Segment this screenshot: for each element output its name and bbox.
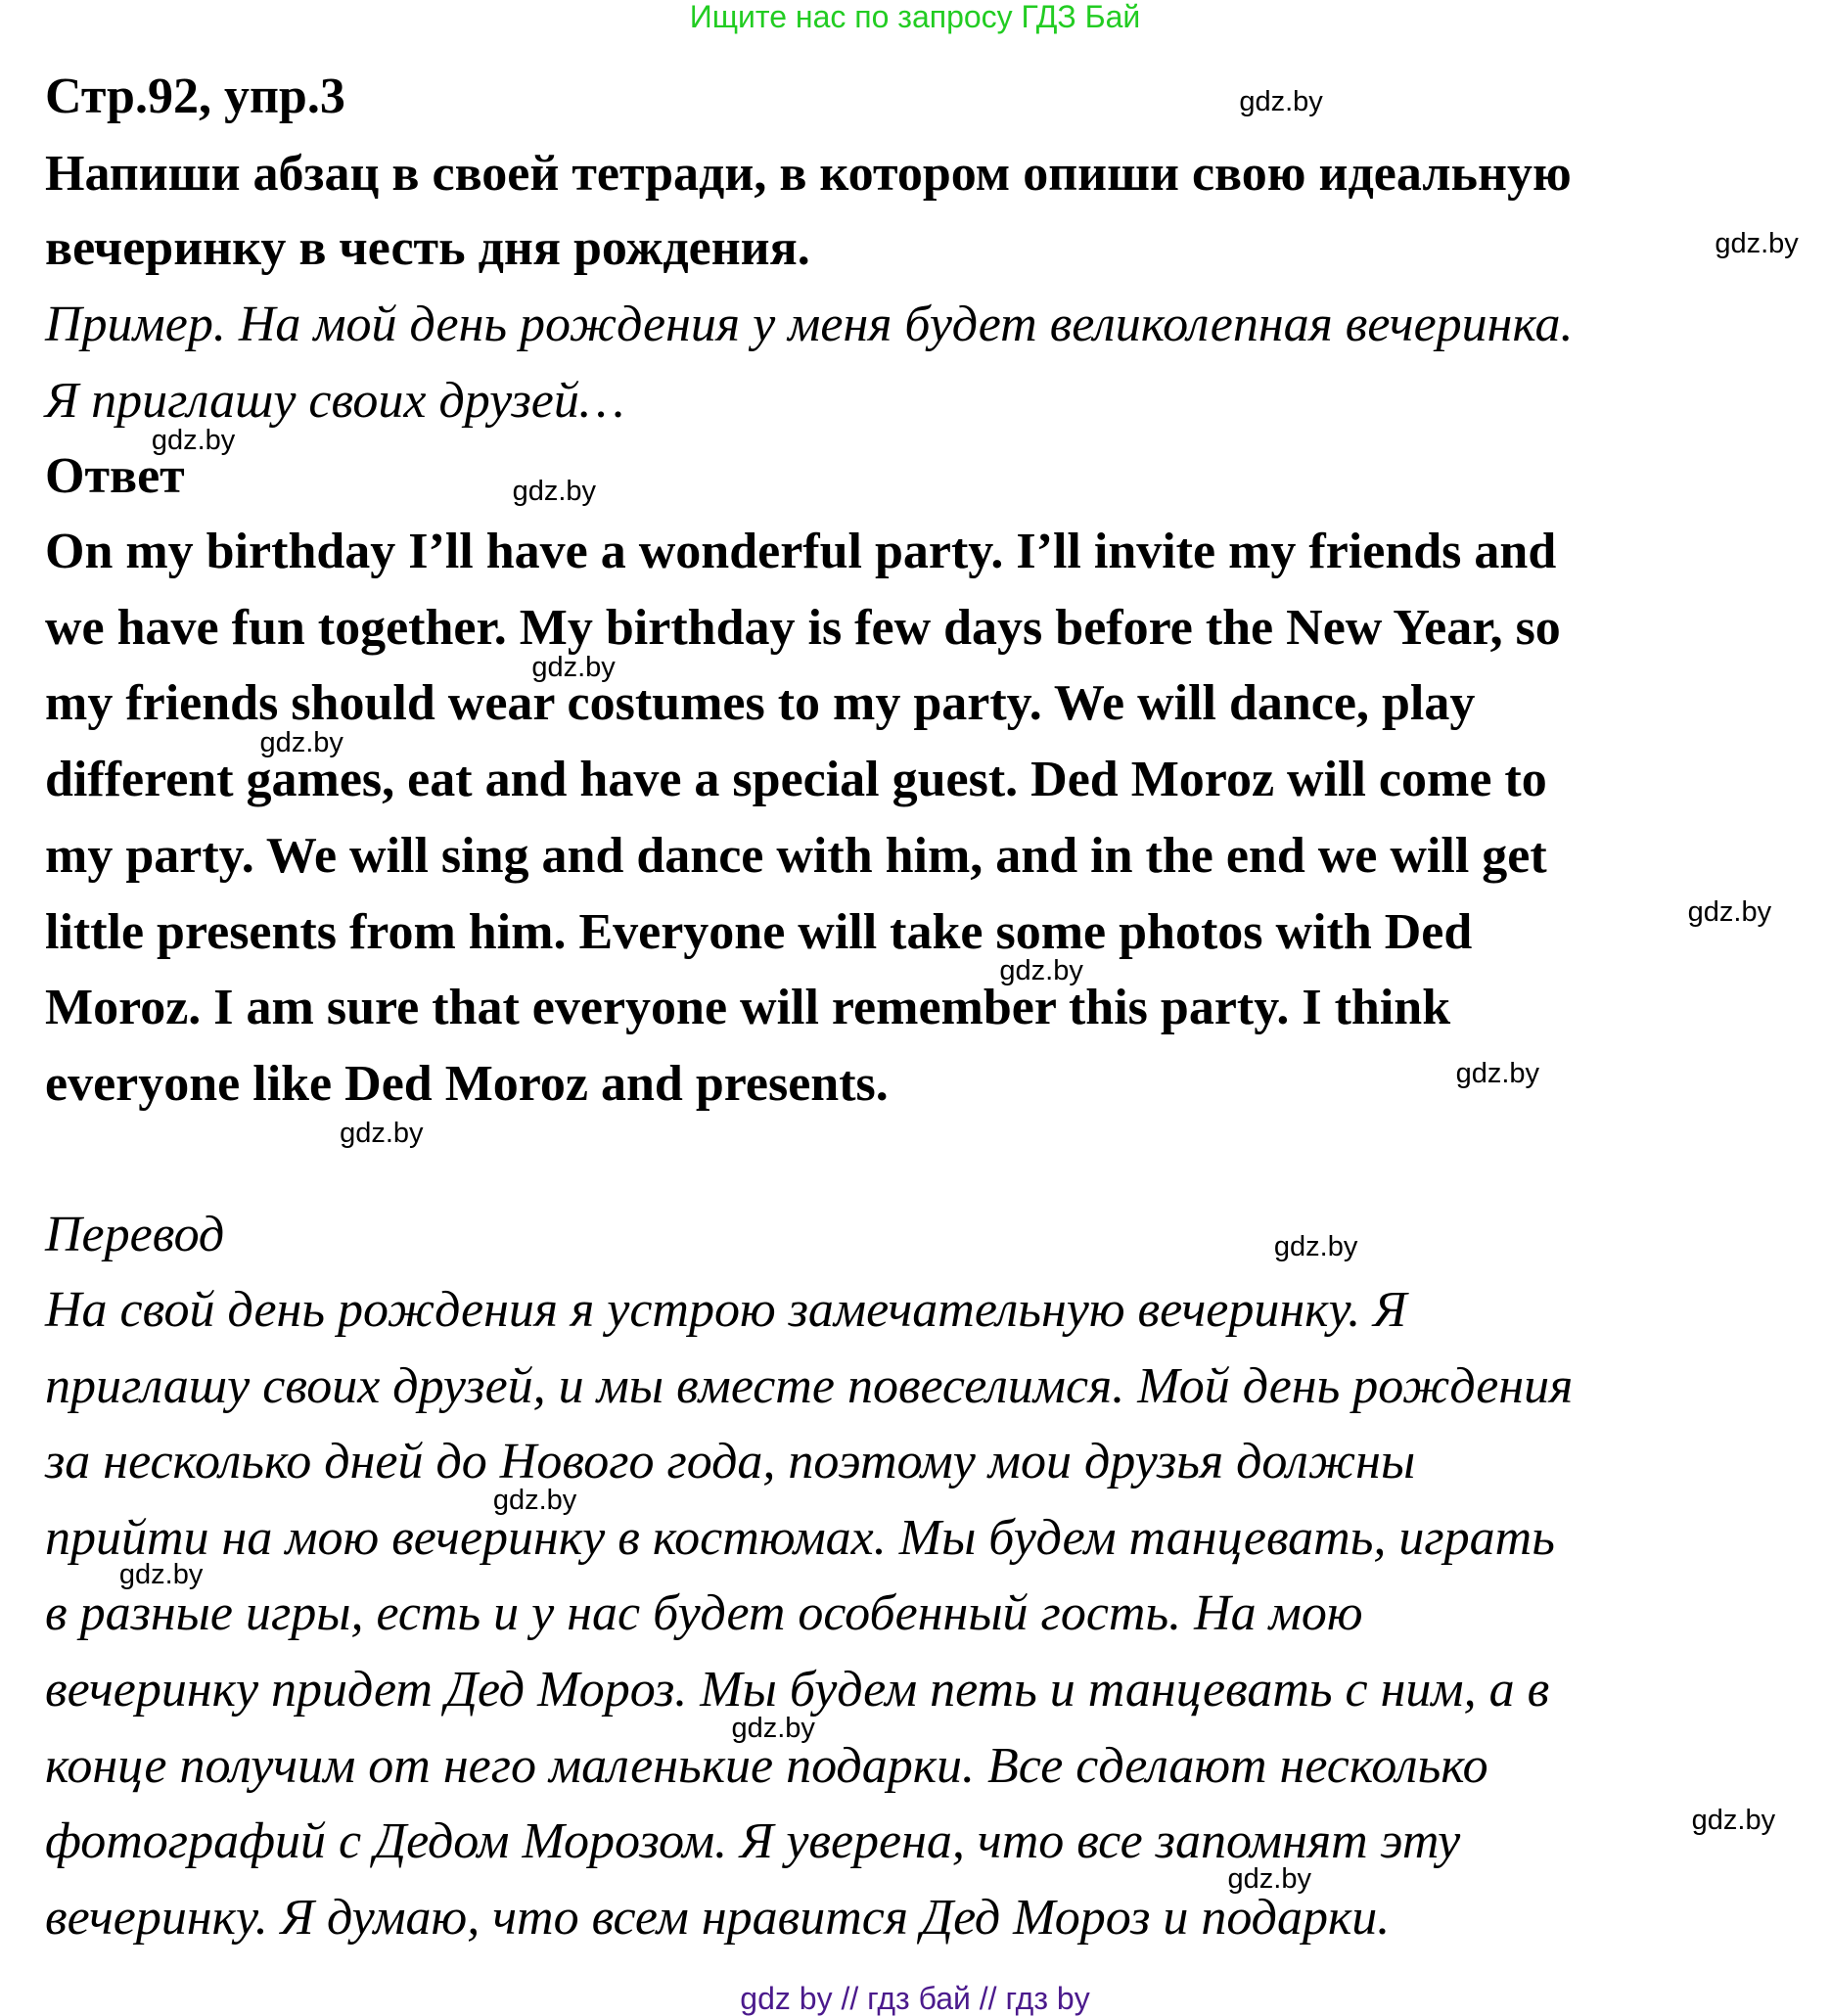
footer-links: gdz by // гдз бай // гдз by	[740, 1981, 1090, 2016]
watermark: gdz.by	[259, 726, 343, 758]
answer-line: Moroz. I am sure that everyone will remember this party. I think	[45, 980, 1451, 1036]
answer-line: we have fun together. My birthday is few days before the New Year, so	[45, 599, 1561, 656]
watermark: gdz.by	[512, 475, 597, 507]
translation-line: На свой день рождения я устрою замечательную вечеринку. Я	[45, 1282, 1407, 1338]
watermark: gdz.by	[999, 954, 1083, 986]
translation-line: за несколько дней до Нового года, поэтому мои друзья должны	[45, 1434, 1416, 1490]
watermark: gdz.by	[1455, 1058, 1540, 1090]
translation-line: приглашу своих друзей, и мы вместе повеселимся. Мой день рождения	[45, 1357, 1574, 1414]
answer-heading: Ответ	[45, 448, 185, 504]
watermark: gdz.by	[118, 1559, 204, 1591]
watermark: gdz.by	[492, 1484, 577, 1516]
answer-line: different games, eat and have a special guest. Ded Moroz will come to	[45, 752, 1547, 808]
search-banner: Ищите нас по запросу ГДЗ Бай	[689, 0, 1141, 34]
translation-line: конце получим от него маленькие подарки. Все сделают несколько	[45, 1737, 1488, 1794]
answer-line: everyone like Ded Moroz and presents.	[45, 1055, 889, 1112]
translation-line: прийти на мою вечеринку в костюмах. Мы будем танцевать, играть	[45, 1509, 1555, 1566]
watermark: gdz.by	[531, 652, 616, 684]
answer-line: my party. We will sing and dance with him, and in the end we will get	[45, 827, 1547, 884]
translation-line: вечеринку. Я думаю, что всем нравится Дед Мороз и подарки.	[45, 1889, 1391, 1946]
task-line: Напиши абзац в своей тетради, в котором опиши свою идеальную	[45, 146, 1572, 202]
watermark: gdz.by	[340, 1117, 424, 1149]
translation-line: в разные игры, есть и у нас будет особенный гость. На мою	[45, 1585, 1363, 1642]
watermark: gdz.by	[1239, 86, 1323, 118]
translation-line: вечеринку придет Дед Мороз. Мы будем петь и танцевать с ним, а в	[45, 1662, 1550, 1718]
watermark: gdz.by	[731, 1713, 815, 1745]
watermark: gdz.by	[151, 425, 236, 457]
example-line: Я приглашу своих друзей…	[45, 373, 625, 429]
page-title: Стр.92, упр.3	[45, 69, 345, 124]
answer-line: my friends should wear costumes to my party. We will dance, play	[45, 675, 1476, 732]
task-line: вечеринку в честь дня рождения.	[45, 220, 810, 276]
watermark: gdz.by	[1227, 1863, 1311, 1896]
watermark: gdz.by	[1687, 896, 1772, 929]
answer-line: little presents from him. Everyone will take some photos with Ded	[45, 903, 1473, 960]
watermark: gdz.by	[1273, 1230, 1358, 1262]
example-line: Пример. На мой день рождения у меня будет великолепная вечеринка.	[45, 297, 1574, 352]
translation-heading: Перевод	[45, 1207, 225, 1262]
answer-line: On my birthday I’ll have a wonderful party. I’ll invite my friends and	[45, 524, 1557, 579]
translation-line: фотографий с Дедом Морозом. Я уверена, что все запомнят эту	[45, 1813, 1461, 1870]
watermark: gdz.by	[1691, 1804, 1776, 1836]
watermark: gdz.by	[1715, 227, 1799, 259]
